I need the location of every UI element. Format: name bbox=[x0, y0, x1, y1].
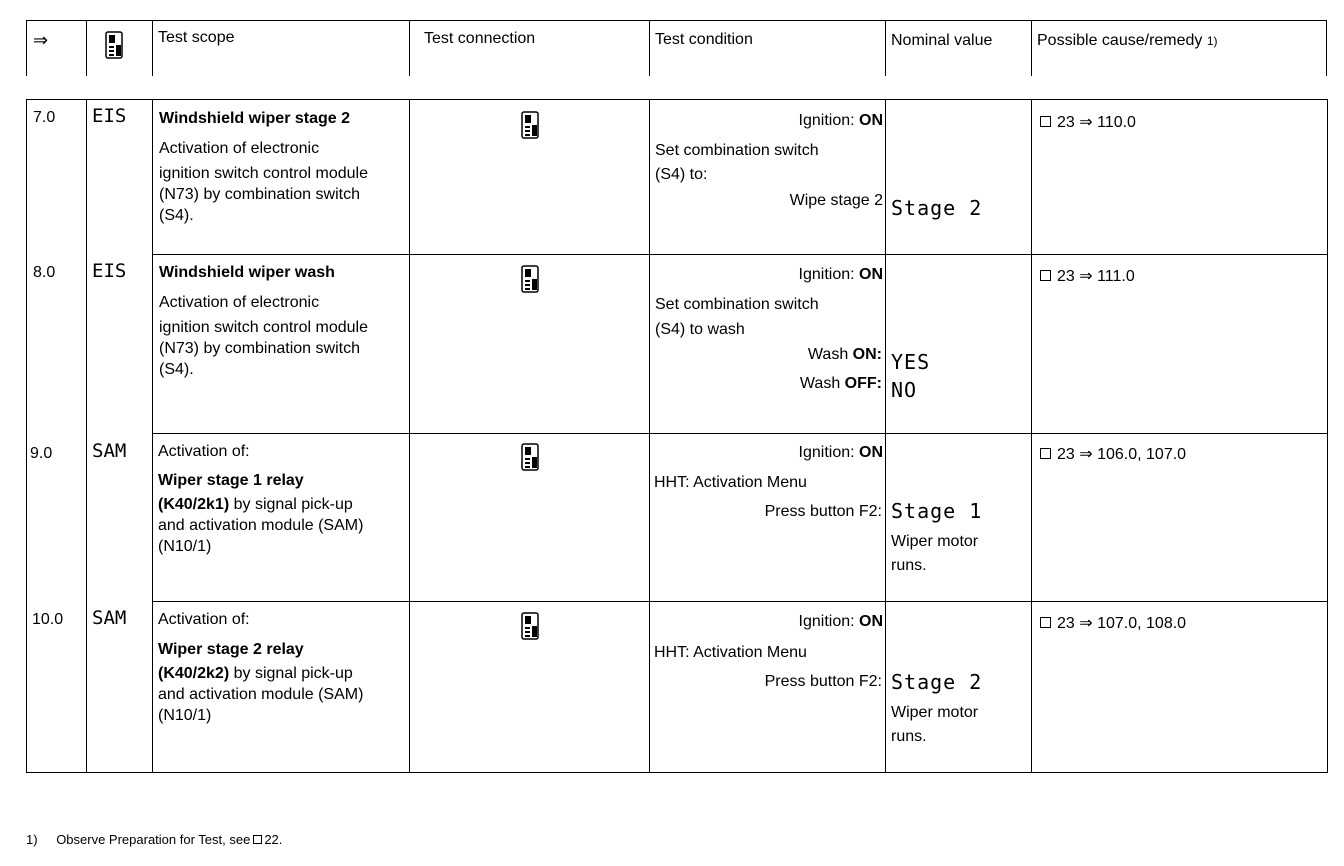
row-divider bbox=[152, 254, 1328, 255]
nominal-display: Stage 2 bbox=[891, 196, 983, 220]
scope-line: and activation module (SAM) bbox=[158, 686, 364, 703]
header-test-connection: Test connection bbox=[424, 30, 536, 47]
condition-ignition: Ignition: ON bbox=[798, 444, 883, 461]
footnote-text: Observe Preparation for Test, see bbox=[56, 832, 251, 847]
nominal-note: runs. bbox=[891, 557, 927, 574]
scope-title: Windshield wiper stage 2 bbox=[159, 110, 351, 127]
header-remedy-label: Possible cause/remedy bbox=[1037, 32, 1203, 49]
column-divider bbox=[26, 99, 27, 772]
scope-line: ignition switch control module bbox=[159, 165, 368, 182]
header-divider bbox=[86, 20, 87, 76]
scope-ref-line: (K40/2k2) by signal pick-up bbox=[158, 665, 353, 682]
nominal-note: Wiper motor bbox=[891, 704, 979, 721]
condition-line: (S4) to wash bbox=[655, 321, 745, 338]
scope-title: Wiper stage 2 relay bbox=[158, 641, 304, 658]
condition-line: Set combination switch bbox=[655, 142, 819, 159]
nominal-note: Wiper motor bbox=[891, 533, 979, 550]
nominal-display: Stage 1 bbox=[891, 499, 983, 523]
row-number: 9.0 bbox=[30, 445, 53, 462]
header-divider bbox=[885, 20, 886, 76]
column-divider bbox=[649, 99, 650, 772]
remedy-reference: 23 ⇒ 110.0 bbox=[1040, 112, 1136, 133]
module-code: SAM bbox=[92, 440, 127, 462]
column-divider bbox=[1327, 99, 1328, 772]
test-scope bbox=[158, 609, 363, 726]
header-divider bbox=[649, 20, 650, 76]
scope-line: (N73) by combination switch bbox=[159, 186, 360, 203]
header-arrow: ⇒ bbox=[33, 30, 49, 50]
column-divider bbox=[885, 99, 886, 772]
row-divider bbox=[152, 601, 1328, 602]
condition-wash-on: Wash ON: bbox=[807, 346, 882, 363]
footnote-mark: 1) bbox=[26, 832, 38, 847]
scope-line: and activation module (SAM) bbox=[158, 517, 364, 534]
scope-line: (S4). bbox=[159, 207, 194, 224]
condition-ignition: Ignition: ON bbox=[798, 112, 883, 129]
row-divider bbox=[152, 433, 1328, 434]
scope-line: (N73) by combination switch bbox=[159, 340, 360, 357]
condition-wash-off: Wash OFF: bbox=[799, 375, 882, 392]
table-bottom-rule bbox=[26, 772, 1328, 773]
condition-menu: HHT: Activation Menu bbox=[654, 474, 807, 491]
nominal-note: runs. bbox=[891, 728, 927, 745]
page-ref-icon bbox=[1040, 448, 1051, 459]
tester-icon bbox=[521, 443, 539, 471]
header-test-scope: Test scope bbox=[158, 29, 235, 46]
scope-title: Wiper stage 1 relay bbox=[158, 472, 304, 489]
remedy-reference: 23 ⇒ 107.0, 108.0 bbox=[1040, 613, 1186, 634]
header-remedy-note: 1) bbox=[1206, 34, 1218, 48]
header-test-condition: Test condition bbox=[655, 31, 753, 48]
row-number: 10.0 bbox=[32, 611, 64, 628]
scope-line: Activation of electronic bbox=[159, 294, 320, 311]
tester-icon bbox=[521, 111, 539, 139]
nominal-display: Stage 2 bbox=[891, 670, 983, 694]
test-scope bbox=[159, 262, 368, 380]
condition-ignition: Ignition: ON bbox=[798, 613, 883, 630]
page-ref-icon bbox=[1040, 116, 1051, 127]
row-number: 8.0 bbox=[33, 264, 56, 281]
scope-line: (N10/1) bbox=[158, 538, 212, 555]
tester-icon bbox=[521, 265, 539, 293]
header-top-rule bbox=[26, 20, 1326, 21]
header-divider bbox=[1326, 20, 1327, 76]
footnote bbox=[26, 832, 282, 847]
header-nominal-value: Nominal value bbox=[891, 32, 993, 49]
scope-line: (N10/1) bbox=[158, 707, 212, 724]
condition-step: Wipe stage 2 bbox=[789, 192, 883, 209]
page-ref-icon bbox=[1040, 270, 1051, 281]
scope-line: (S4). bbox=[159, 361, 194, 378]
header-divider bbox=[409, 20, 410, 76]
header-divider bbox=[26, 20, 27, 76]
page-ref-icon bbox=[1040, 617, 1051, 628]
module-code: EIS bbox=[92, 260, 127, 282]
footnote-page: 22. bbox=[264, 832, 283, 847]
condition-line: (S4) to: bbox=[655, 166, 708, 183]
condition-step: Press button F2: bbox=[764, 673, 882, 690]
header-possible-cause bbox=[1037, 30, 1218, 52]
scope-intro: Activation of: bbox=[158, 611, 250, 628]
module-code: EIS bbox=[92, 105, 127, 127]
column-divider bbox=[409, 99, 410, 772]
column-divider bbox=[86, 99, 87, 772]
header-divider bbox=[152, 20, 153, 76]
nominal-display: YES bbox=[891, 350, 931, 374]
remedy-reference: 23 ⇒ 111.0 bbox=[1040, 266, 1135, 287]
column-divider bbox=[152, 99, 153, 772]
tester-icon bbox=[521, 612, 539, 640]
row-number: 7.0 bbox=[33, 109, 56, 126]
column-divider bbox=[1031, 99, 1032, 772]
condition-menu: HHT: Activation Menu bbox=[654, 644, 807, 661]
scope-line: Activation of electronic bbox=[159, 140, 320, 157]
header-divider bbox=[1031, 20, 1032, 76]
tester-icon bbox=[105, 31, 123, 59]
scope-line: ignition switch control module bbox=[159, 319, 368, 336]
scope-intro: Activation of: bbox=[158, 443, 250, 460]
table-top-rule bbox=[26, 99, 1328, 100]
scope-ref-line: (K40/2k1) by signal pick-up bbox=[158, 496, 353, 513]
scope-title: Windshield wiper wash bbox=[159, 264, 335, 281]
test-scope bbox=[159, 108, 368, 226]
nominal-display: NO bbox=[891, 378, 918, 402]
condition-step: Press button F2: bbox=[764, 503, 882, 520]
condition-line: Set combination switch bbox=[655, 296, 819, 313]
condition-ignition: Ignition: ON bbox=[798, 266, 883, 283]
module-code: SAM bbox=[92, 607, 127, 629]
page-ref-icon bbox=[253, 835, 262, 844]
remedy-reference: 23 ⇒ 106.0, 107.0 bbox=[1040, 444, 1186, 465]
test-scope bbox=[158, 441, 363, 557]
